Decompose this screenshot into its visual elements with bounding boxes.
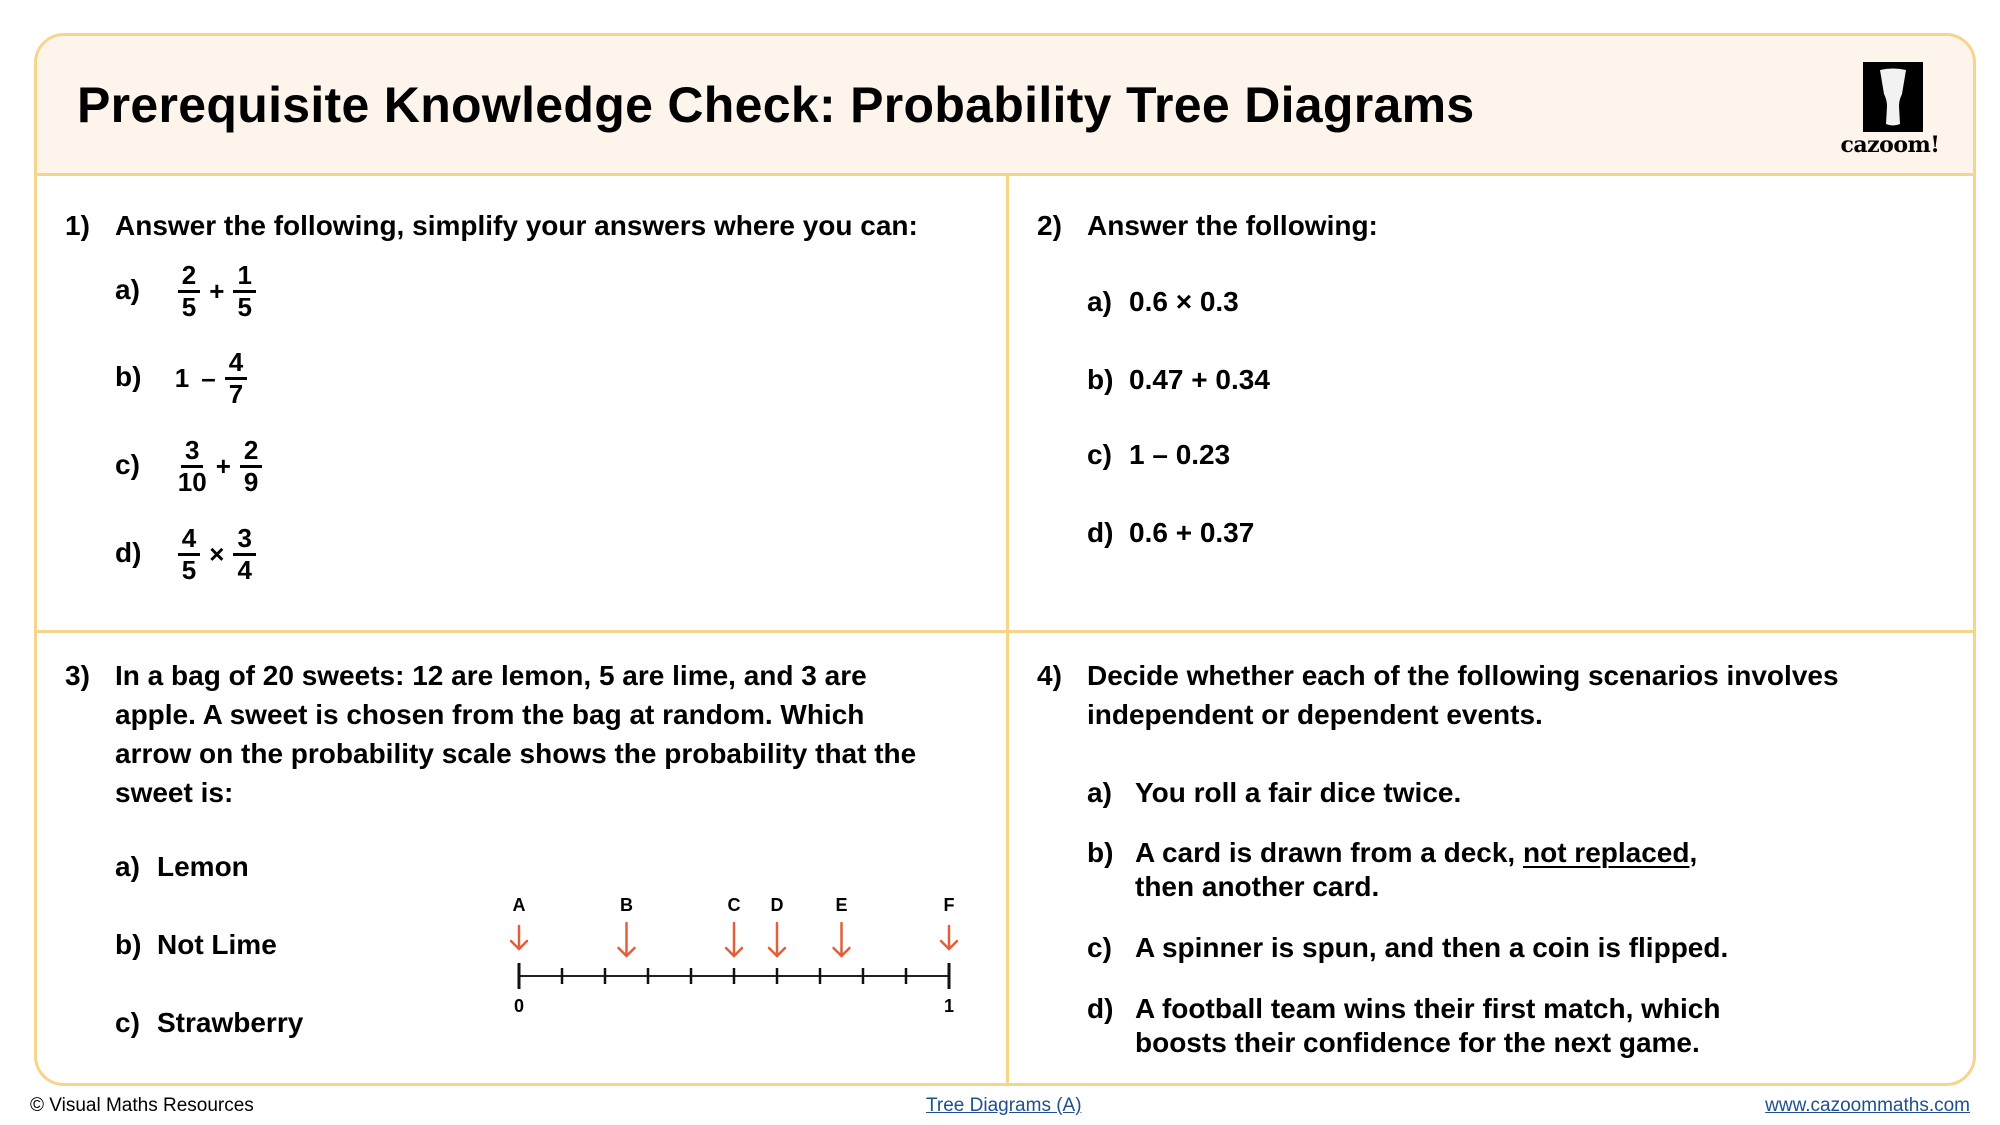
arrow-icon [619, 923, 635, 956]
arrow-label: F [943, 895, 955, 915]
question-number: 3) [65, 660, 90, 691]
q4-part-d: d) A football team wins their first match, which boosts their confidence for the next game. [1087, 993, 1721, 1058]
q2-part-d: d) 0.6 + 0.37 [1087, 517, 1255, 548]
cazoom-logo [1835, 62, 1945, 162]
q1-part-c: c) $\frac{3}{10}$ + $\frac{2}{9}$ [115, 436, 265, 497]
q2-part-a: a) 0.6 × 0.3 [1087, 286, 1239, 317]
arrow-icon [726, 923, 742, 956]
expression: $\frac{4}{5}$ × $\frac{3}{4}$ [175, 524, 259, 585]
page-title: Prerequisite Knowledge Check: Probability Tree Diagrams [77, 77, 1475, 133]
arrow-icon [834, 923, 850, 956]
q4-part-b: b) A card is drawn from a deck, not replaced, then another card. [1087, 837, 1698, 902]
question-number: 4) [1037, 660, 1062, 691]
arrow-label: B [620, 895, 633, 915]
q4-part-c: c) A spinner is spun, and then a coin is flipped. [1087, 932, 1729, 963]
q1-part-a: a) $\frac{2}{5}$ + $\frac{1}{5}$ [115, 261, 259, 322]
horizontal-divider [37, 630, 1973, 633]
expression: $\frac{2}{5}$ + $\frac{1}{5}$ [175, 261, 259, 322]
q1-part-b: b) 1 – $\frac{4}{7}$ [115, 348, 250, 409]
website-link[interactable]: www.cazoommaths.com [1765, 1095, 1970, 1116]
q3-part-a: a) Lemon [115, 851, 249, 882]
arrow-icon [511, 926, 527, 949]
logo-text: cazoom! [1840, 132, 1940, 158]
header [37, 36, 1973, 176]
question-prompt: Answer the following: [1087, 210, 1378, 241]
fraction: $\frac{3}{4}$ [233, 524, 255, 585]
arrow-label: C [727, 895, 741, 915]
fraction: $\frac{1}{5}$ [233, 261, 255, 322]
arrow-icon [769, 923, 785, 956]
question-prompt: Answer the following, simplify your answers where you can: [115, 210, 918, 241]
worksheet [34, 33, 1976, 1086]
question-number: 2) [1037, 210, 1062, 241]
topic-link[interactable]: Tree Diagrams (A) [926, 1095, 1082, 1116]
expression: $\frac{3}{10}$ + $\frac{2}{9}$ [175, 436, 266, 497]
arrow-label: D [770, 895, 784, 915]
q3-part-b: b) Not Lime [115, 929, 277, 960]
fraction: $\frac{2}{9}$ [240, 436, 262, 497]
fraction: $\frac{2}{5}$ [178, 261, 200, 322]
q3-part-c: c) Strawberry [115, 1007, 304, 1038]
emphasis-underline: not replaced [1522, 837, 1690, 868]
drum-icon [1878, 68, 1908, 128]
q1-part-d: d) $\frac{4}{5}$ × $\frac{3}{4}$ [115, 524, 259, 585]
q4-part-a: a) You roll a fair dice twice. [1087, 777, 1462, 808]
fraction: $\frac{4}{7}$ [225, 348, 247, 409]
fraction: $\frac{3}{10}$ [177, 435, 207, 497]
arrow-label: A [512, 895, 526, 915]
question-prompt: In a bag of 20 sweets: 12 are lemon, 5 are lime, and 3 are apple. A sweet is chosen from the bag at random. Which arrow on the probability scale shows the probability that the sweet is: [115, 660, 917, 808]
arrow-icon [941, 926, 957, 949]
q2-part-b: b) 0.47 + 0.34 [1087, 364, 1270, 395]
question-number: 1) [65, 210, 90, 241]
scale-end-label: 1 [943, 996, 955, 1016]
fraction: $\frac{4}{5}$ [178, 524, 200, 585]
expression: 1 – $\frac{4}{7}$ [175, 348, 250, 409]
probability-scale [507, 881, 1027, 1031]
q2-part-c: c) 1 – 0.23 [1087, 439, 1231, 470]
question-prompt: Decide whether each of the following scenarios involves independent or dependent events. [1087, 660, 1839, 730]
copyright: © Visual Maths Resources [30, 1095, 254, 1116]
arrow-label: E [835, 895, 848, 915]
scale-start-label: 0 [513, 996, 525, 1016]
drum-logo-icon [1863, 62, 1923, 132]
